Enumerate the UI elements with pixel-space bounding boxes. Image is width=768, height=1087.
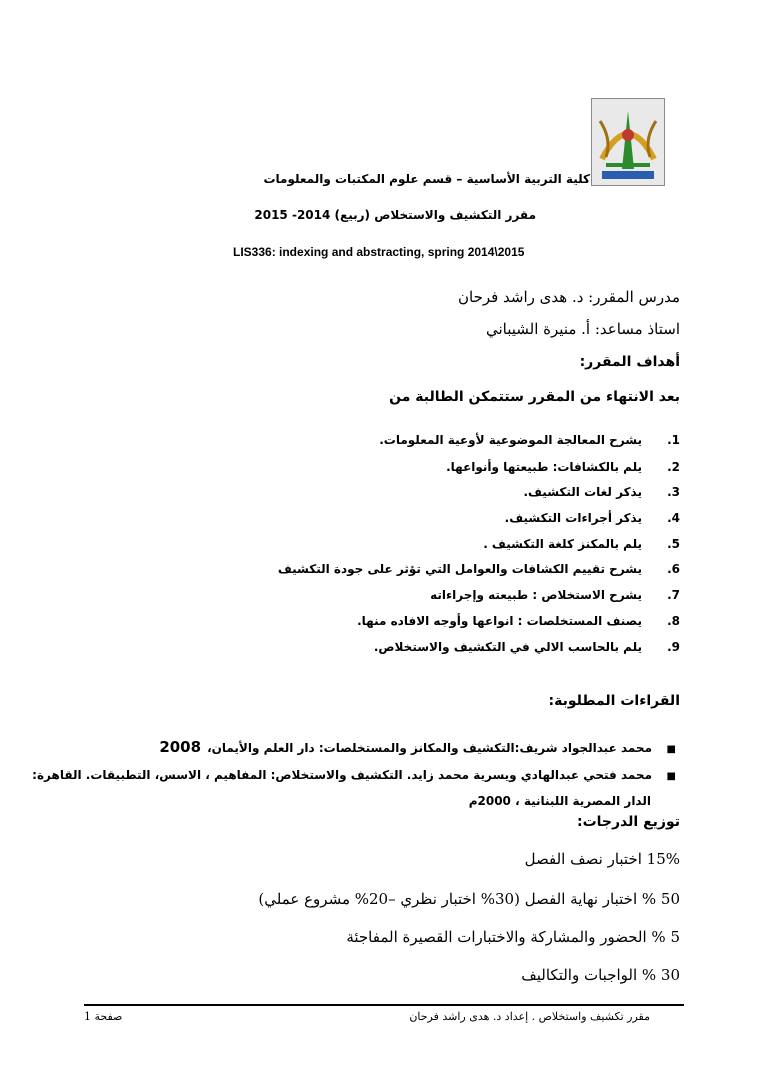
objective-text: يصنف المستخلصات : انواعها وأوجه الافاده منها. [357, 614, 642, 628]
faculty-department-line: كلية التربية الأساسية – قسم علوم المكتبات والمعلومات [263, 172, 590, 186]
objective-item [357, 614, 680, 628]
objective-text: يلم بالمكنز كلغة التكشيف . [483, 537, 642, 551]
objective-item [278, 562, 680, 576]
objective-text: يشرح تقييم الكشافات والعوامل التي تؤثر على جودة التكشيف [277, 562, 642, 576]
objective-number: 1 . [642, 433, 680, 447]
objective-text: يلم بالكشافات: طبيعتها وأنواعها. [446, 460, 642, 474]
college-logo [591, 98, 665, 186]
objective-text: يذكر لغات التكشيف. [523, 485, 642, 499]
course-title-english: LIS336: indexing and abstracting, spring 2014\2015 [233, 245, 525, 259]
objective-number: 3 . [642, 485, 680, 499]
objective-text: يلم بالحاسب الالي في التكشيف والاستخلاص. [373, 640, 642, 654]
objective-item [446, 460, 680, 474]
bullet-square-icon: ■ [666, 744, 676, 755]
reading-text-continued: الدار المصرية اللبنانية ، 2000م [468, 794, 651, 808]
bullet-square-icon: ■ [666, 771, 676, 782]
objective-number: 2 . [642, 460, 680, 474]
objective-item [523, 485, 680, 499]
reading-item [159, 738, 676, 756]
reading-item [32, 768, 676, 782]
objective-number: 8 . [642, 614, 680, 628]
objectives-heading: أهداف المقرر: [579, 354, 680, 370]
objective-item [483, 537, 680, 551]
grade-item: 50 % اختبار نهاية الفصل (30% اختبار نظري –20% مشروع عملي) [258, 890, 680, 908]
reading-year: 2008 [159, 738, 202, 756]
grades-heading: توزيع الدرجات: [576, 814, 680, 830]
college-emblem-icon [592, 99, 664, 185]
grade-item: 15% اختبار نصف الفصل [524, 850, 680, 868]
course-instructor: مدرس المقرر: د. هدى راشد فرحان [457, 288, 680, 306]
objective-text: يشرح الاستخلاص : طبيعته وإجراءاته [430, 588, 642, 602]
grade-item: 5 % الحضور والمشاركة والاختبارات القصيرة المفاجئة [346, 928, 680, 946]
footer-page-number: صفحة 1 [84, 1010, 123, 1023]
objective-text: يذكر أجراءات التكشيف. [504, 511, 642, 525]
readings-heading: القراءات المطلوبة: [548, 693, 680, 709]
course-title-arabic: مقرر التكشيف والاستخلاص (ربيع) 2014- 2015 [254, 208, 536, 222]
objective-number: 7 . [642, 588, 680, 602]
objective-item [379, 433, 680, 447]
objective-number: 4 . [642, 511, 680, 525]
footer-course-credit: مقرر تكشيف واستخلاص . إعداد د. هدى راشد فرحان [409, 1010, 650, 1023]
objective-number: 6 . [642, 562, 680, 576]
assistant-professor: استاذ مساعد: أ. منيرة الشيباني [485, 320, 680, 338]
objective-item [505, 511, 680, 525]
objective-number: 5 . [642, 537, 680, 551]
reading-text: محمد فتحي عبدالهادي ويسرية محمد زايد. التكشيف والاستخلاص: المفاهيم ، الاسس، التطبيقات. القاهرة: [32, 768, 652, 782]
reading-text: محمد عبدالجواد شريف:التكشيف والمكانز والمستخلصات: دار العلم والأيمان، [207, 741, 652, 755]
objective-number: 9 . [642, 640, 680, 654]
grade-item: 30 % الواجبات والتكاليف [521, 966, 680, 984]
footer-divider [84, 1004, 684, 1006]
objective-item [374, 640, 680, 654]
objective-text: يشرح المعالجة الموضوعية لأوعية المعلومات. [379, 433, 642, 447]
objectives-intro: بعد الانتهاء من المقرر ستتمكن الطالبة من [389, 389, 680, 405]
objective-item [430, 588, 680, 602]
